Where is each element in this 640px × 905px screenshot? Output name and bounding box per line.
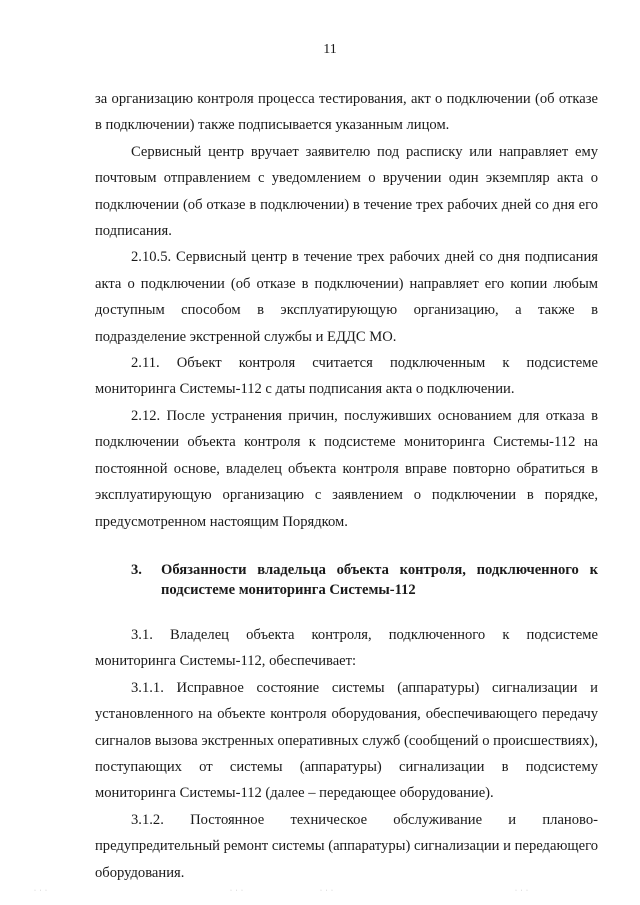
scan-artifacts: · · · · · · · · · · · · xyxy=(34,888,529,894)
section-3-title: Обязанности владельца объекта контроля, подключенного к подсистеме мониторинга Системы-112 xyxy=(161,561,598,598)
page-number: 11 xyxy=(323,42,337,57)
paragraph-service-center: Сервисный центр вручает заявителю под расписку или направляет ему почтовым отправлением с уведомлением о вручении один экземпляр акта о подключении (об отказе в подключении) в течение трех рабочих дней со дня его подписания. xyxy=(95,143,598,240)
paragraph-2-11: 2.11. Объект контроля считается подключенным к подсистеме мониторинга Системы-112 с даты подписания акта о подключении. xyxy=(95,355,598,398)
section-3-number: 3. xyxy=(131,561,142,578)
paragraph-3-1: 3.1. Владелец объекта контроля, подключенного к подсистеме мониторинга Системы-112, обеспечивает: xyxy=(95,626,598,670)
paragraph-2-10-5: 2.10.5. Сервисный центр в течение трех рабочих дней со дня подписания акта о подключении (об отказе в подключении) направляет его копии любым доступным способом в эксплуатирующую организацию, а также в подразделение экстренной службы и ЕДДС МО. xyxy=(95,249,598,345)
paragraph-continuation: за организацию контроля процесса тестирования, акт о подключении (об отказе в подключении) также подписывается указанным лицом. xyxy=(95,91,598,134)
paragraph-3-1-1: 3.1.1. Исправное состояние системы (аппаратуры) сигнализации и установленного на объекте контроля оборудования, обеспечивающего передачу сигналов вызова экстренных оперативных служб (сообщений о происшествиях), поступающих от системы (аппаратуры) сигнализации в подсистему мониторинга Системы-112 (далее – передающее оборудование). xyxy=(95,679,598,802)
page-content xyxy=(95,86,598,886)
section-3-heading xyxy=(95,560,598,600)
paragraph-2-12: 2.12. После устранения причин, послуживших основанием для отказа в подключении объекта контроля к подсистеме мониторинга Системы-112 на постоянной основе, владелец объекта контроля вправе повторно обратиться в эксплуатирующую организацию с заявлением о подключении в порядке, предусмотренном настоящим Порядком. xyxy=(95,407,598,530)
paragraph-3-1-2: 3.1.2. Постоянное техническое обслуживание и планово-предупредительный ремонт системы (аппаратуры) сигнализации и передающего оборудования. xyxy=(95,811,598,881)
